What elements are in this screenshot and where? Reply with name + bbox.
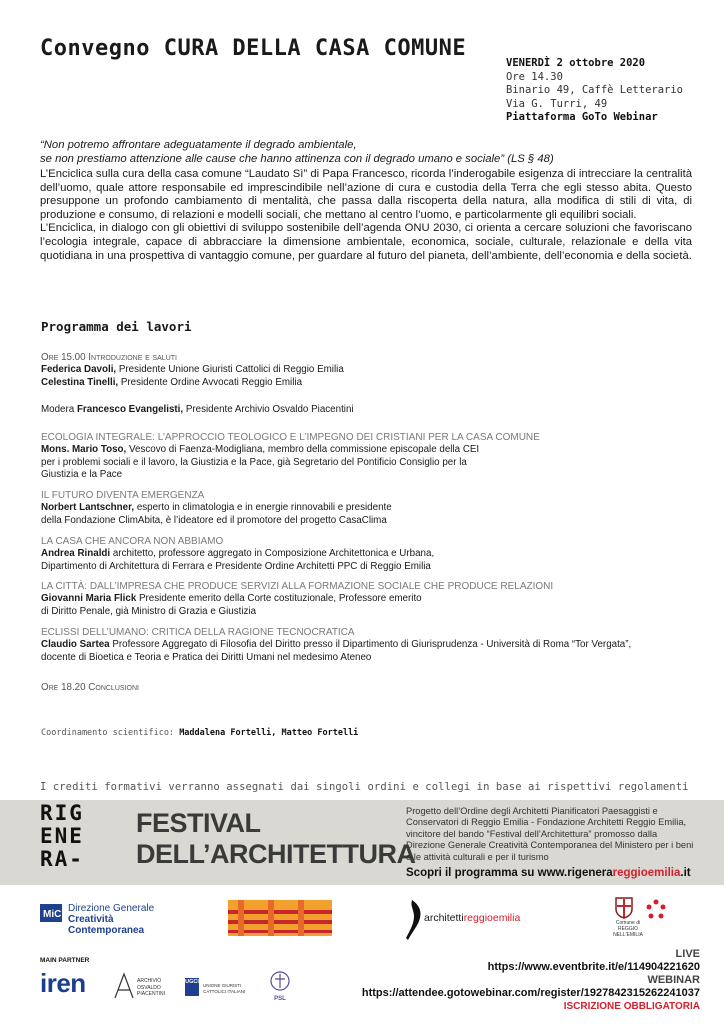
talk-2-title: IL FUTURO DIVENTA EMERGENZA [41,490,205,501]
speaker-davoli: Federica Davoli, Presidente Unione Giuristi Cattolici di Reggio Emilia [41,364,344,376]
main-partner-label: MAIN PARTNER [40,957,90,964]
event-date: VENERDÌ 2 ottobre 2020 [506,57,646,69]
talk-3-speaker: Andrea Rinaldi architetto, professore aggregato in Composizione Architettonica e Urbana, Dipartimento di Architettura di Ferrara e Presidente Ordine Architetti PPC di Reggio Emilia [41,548,435,572]
program-heading: Programma dei lavori [41,319,192,334]
intro-quote [40,139,690,166]
dg-mark-icon [40,902,64,924]
festival-project-text: Progetto dell’Ordine degli Architetti Pianificatori Paesaggisti e Conservatori di Reggio Emilia - Fondazione Architetti Reggio Emilia, vincitore del bando “Festival dell’Architettura” promosso dalla Direzione Generale Creatività Contemporanea del Ministero per i beni e le attività culturali e per il turismo [406,806,694,862]
talk-1-speaker: Mons. Mario Toso, Vescovo di Faenza-Modigliana, membro della commissione episcopale della CEI per i problemi sociali e il lavoro, la Giustizia e la Pace, già Segretario del Pontificio Consiglio per la Giustizia e la Pace [41,444,480,480]
intro-body [40,168,692,263]
talk-2 [41,490,691,527]
talk-5-speaker: Claudio Sartea Professore Aggregato di Filosofia del Diritto presso il Dipartimento di Giurisprudenza - Università di Roma “Tor Vergata”, docente di Bioetica e Teoria e Pratica dei Diritti Umani nel medesimo Ateneo [41,639,632,663]
ugci-mark: UGCI [185,978,199,996]
rigenera-logo: RIG ENE RA- [40,801,84,871]
talk-1-title: ECOLOGIA INTEGRALE: L’APPROCCIO TEOLOGICO E L’IMPEGNO DEI CRISTIANI PER LA CASA COMUNE [41,432,540,443]
opening-time: Ore 15.00 Introduzione e saluti [41,352,177,363]
talk-5-title: ECLISSI DELL’UMANO: CRITICA DELLA RAGIONE TECNOCRATICA [41,627,355,638]
talk-4-title: LA CITTÀ: DALL’IMPRESA CHE PRODUCE SERVIZI ALLA FORMAZIONE SOCIALE CHE PRODUCE RELAZIONI [41,581,554,592]
festival-architettura-logo [228,900,332,936]
program-moderator: Modera Francesco Evangelisti, Presidente Archivio Osvaldo Piacentini [41,404,354,415]
event-place: Binario 49, Caffè Letterario [506,84,684,96]
psl-mark-icon [268,971,292,991]
ugci-logo: UGCI UNIONE GIURISTI CATTOLICI ITALIANI [185,979,246,994]
program-opening [41,352,691,389]
talk-3-title: LA CASA CHE ANCORA NON ABBIAMO [41,536,224,547]
talk-4 [41,581,691,618]
talk-4-speaker: Giovanni Maria Flick Presidente emerito della Corte costituzionale, Professore emerito di Diritto Penale, già Ministro di Grazia e Giustizia [41,593,422,617]
talk-1 [41,432,691,481]
festival-title: FESTIVAL DELL’ARCHITETTURA [136,808,416,869]
event-address: Via G. Turri, 49 [506,97,608,110]
talk-3 [41,536,691,573]
psl-logo: PSL [268,971,292,999]
live-label: LIVE [675,948,700,960]
talk-5 [41,627,691,664]
archivio-mark-icon [113,972,135,1000]
archivio-piacentini-logo: ARCHIVIO OSVALDO PIACENTINI [113,972,173,1002]
coat-of-arms-icon [615,897,633,919]
credits-note: I crediti formativi verranno assegnati dai singoli ordini e collegi in base ai rispettivi regolamenti [40,781,689,793]
dg-creativita-logo: MiC Direzione Generale Creatività Contemporanea [40,902,190,926]
event-platform: Piattaforma GoTo Webinar [506,111,658,123]
intro-paragraph-2: L’Enciclica, in dialogo con gli obiettivi di sviluppo sostenibile dell’agenda ONU 2030, ci orienta a cercare soluzioni che favoriscano l’ecologia integrale, capace di abbracciare la dimensione ambientale, economica, sociale, culturale, relazionale e della vita quotidiana in una prospettiva di vantaggio comune, per guardare al futuro del pianeta, dell’ambiente, dell’economia e della società. [40,222,692,262]
gotowebinar-link[interactable]: https://attendee.gotowebinar.com/register/1927842315262241037 [361,987,700,999]
intro-paragraph-1: L’Enciclica sulla cura della casa comune “Laudato Sì” di Papa Francesco, ricorda l’inderogabile esigenza di intrecciare la centralità dell’uomo, quale attore responsabile ed imprescindibile nell’azione di cura e custodia della Terra che egli stesso abita. Questo presuppone un profondo cambiamento di mentalità, che passa dalla riscoperta della natura, alla modifica di stili di vita, di produzione e consumo, di relazioni e modelli sociali, che mettano al centro l’uomo, e particolarmente gli equilibri sociali. [40,168,692,221]
talk-2-speaker: Norbert Lantschner, esperto in climatologia e in energie rinnovabili e presidente della Fondazione ClimAbita, è l’ideatore ed il promotore del progetto CasaClima [41,502,392,526]
comune-reggio-logo: Comune di REGGIO NELL'EMILIA [611,897,691,933]
architetti-reggioemilia-logo: architettireggioemilia [404,898,516,942]
iren-logo: iren [40,968,86,998]
registration-required: ISCRIZIONE OBBLIGATORIA [563,1001,700,1012]
page-title: Convegno CURA DELLA CASA COMUNE [40,36,467,61]
webinar-label: WEBINAR [647,974,700,986]
coordination: Coordinamento scientifico: Maddalena Fortelli, Matteo Fortelli [41,728,359,738]
brush-icon [404,898,426,942]
event-info [506,57,683,125]
eventbrite-link[interactable]: https://www.eventbrite.it/e/114904221620 [487,961,700,973]
persone-dots-icon [645,899,667,921]
closing-time: Ore 18.20 Conclusioni [41,682,139,693]
quote-line-2: se non prestiamo attenzione alle cause che hanno attinenza con il degrado umano e sociale” (LS § 48) [40,152,554,165]
program-link[interactable]: Scopri il programma su www.rigenerareggioemilia.it [406,867,691,879]
quote-line-1: “Non potremo affrontare adeguatamente il degrado ambientale, [40,139,357,151]
svg-text:MiC: MiC [43,909,62,920]
speaker-tinelli: Celestina Tinelli, Presidente Ordine Avvocati Reggio Emilia [41,376,303,388]
registration-links [362,948,700,1013]
event-time: Ore 14.30 [506,70,563,83]
